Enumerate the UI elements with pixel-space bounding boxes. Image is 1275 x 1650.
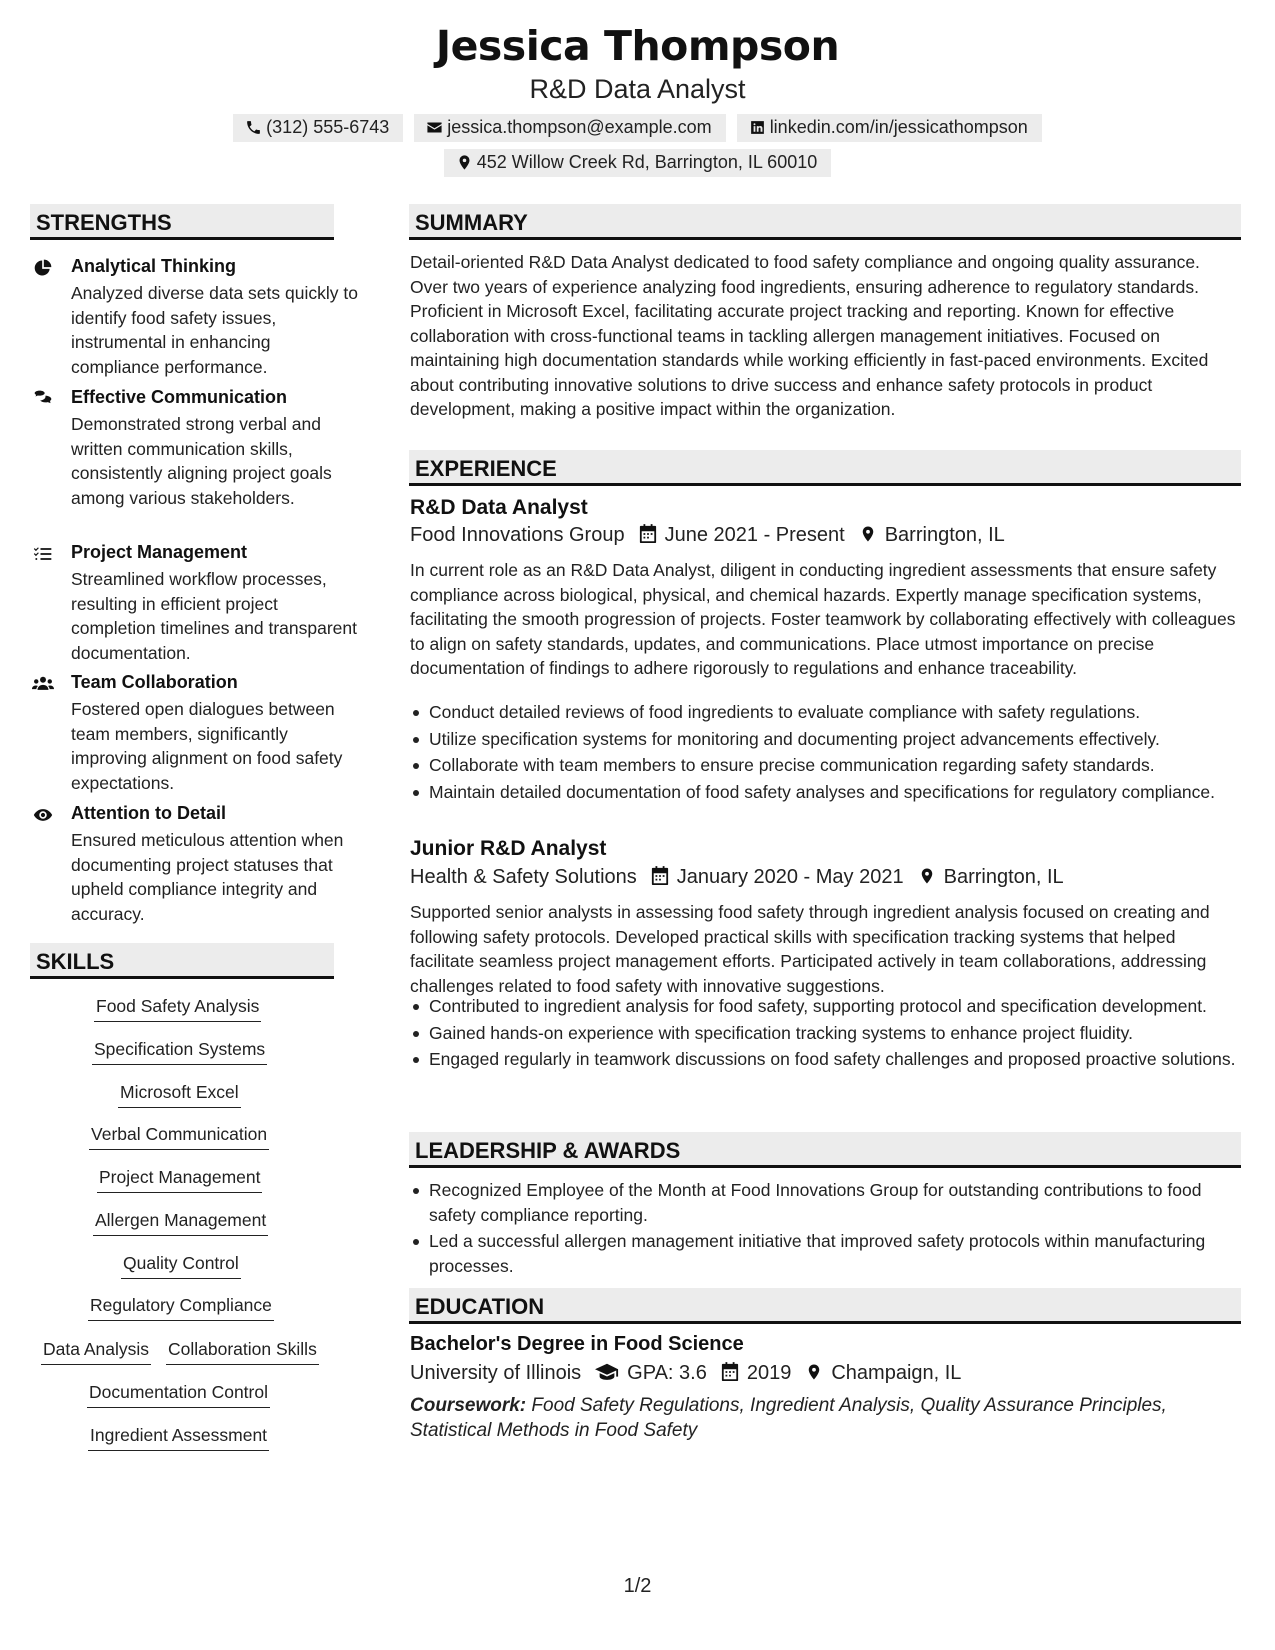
candidate-title: R&D Data Analyst <box>529 74 746 104</box>
email-chip[interactable] <box>414 114 725 142</box>
map-pin-icon <box>859 524 877 544</box>
phone-icon <box>245 119 262 136</box>
education-meta <box>410 1362 961 1385</box>
skill-tag: Documentation Control <box>87 1382 270 1408</box>
strength-desc: Demonstrated strong verbal and written communication skills, consistently aligning project goals among various stakeholders. <box>71 414 332 508</box>
summary-heading: SUMMARY <box>409 204 1241 240</box>
calendar-icon <box>721 1362 739 1382</box>
skill-tag: Specification Systems <box>92 1039 267 1065</box>
phone-text: (312) 555-6743 <box>266 117 390 137</box>
skills-heading: SKILLS <box>30 943 334 979</box>
map-pin-icon <box>805 1362 823 1382</box>
job-title: Junior R&D Analyst <box>410 837 607 860</box>
school-name: University of Illinois <box>410 1362 582 1384</box>
school-location: Champaign, IL <box>831 1362 962 1384</box>
address-text: 452 Willow Creek Rd, Barrington, IL 60010 <box>476 152 818 172</box>
job-meta <box>410 524 1005 547</box>
job-bullets <box>410 700 1240 806</box>
strength-desc: Ensured meticulous attention when documenting project statuses that upheld compliance integrity and accuracy. <box>71 830 344 924</box>
phone-chip[interactable] <box>233 114 403 142</box>
list-item: Recognized Employee of the Month at Food Innovations Group for outstanding contributions to food safety compliance reporting. <box>410 1178 1240 1227</box>
eye-icon <box>32 805 56 825</box>
linkedin-chip[interactable] <box>737 114 1042 142</box>
skill-tag: Ingredient Assessment <box>88 1425 269 1451</box>
skill-tag: Allergen Management <box>93 1210 268 1236</box>
email-text: jessica.thompson@example.com <box>447 117 712 137</box>
job-dates: June 2021 - Present <box>664 524 845 546</box>
graduation-year: 2019 <box>746 1362 792 1384</box>
list-item: Collaborate with team members to ensure precise communication regarding safety standards. <box>410 753 1240 778</box>
list-item: Contributed to ingredient analysis for food safety, supporting protocol and specification development. <box>410 994 1240 1019</box>
page-number: 1/2 <box>623 1575 652 1597</box>
list-item: Engaged regularly in teamwork discussions on food safety challenges and proposed proactive solutions. <box>410 1047 1240 1072</box>
skill-tag: Microsoft Excel <box>118 1082 241 1108</box>
contact-row <box>0 114 1275 142</box>
job-description: In current role as an R&D Data Analyst, diligent in conducting ingredient assessments that ensure safety compliance across biological, physical, and chemical hazards. Expertly manage specification systems, facilitating the smooth progression of projects. Foster teamwork by collaborating effectively with colleagues to align on safety standards, updates, and communications. Place utmost importance on precise documentation of findings to adhere rigorously to regulations and enhance traceability. <box>410 560 1236 678</box>
job-title: R&D Data Analyst <box>410 496 588 519</box>
strength-title: Team Collaboration <box>71 672 238 692</box>
job-dates: January 2020 - May 2021 <box>676 866 904 888</box>
job-company: Food Innovations Group <box>410 524 625 546</box>
pie-chart-icon <box>32 258 56 278</box>
coursework-label: Coursework: <box>410 1395 527 1416</box>
summary-text: Detail-oriented R&D Data Analyst dedicated to food safety compliance and ongoing quality assurance. Over two years of experience analyzing food ingredients, ensuring adherence to regulatory standards. Proficient in Microsoft Excel, facilitating accurate project tracking and reporting. Known for effective collaboration with cross-functional teams in tackling allergen management initiatives. Focused on maintaining high documentation standards while working efficiently in fast-paced environments. Excited about contributing innovative solutions to drive success and enhance safety protocols in product development, making a positive impact within the organization. <box>410 252 1209 419</box>
linkedin-text: linkedin.com/in/jessicathompson <box>769 117 1028 137</box>
job-bullets <box>410 994 1240 1074</box>
address-chip <box>444 149 832 177</box>
calendar-icon <box>639 524 657 544</box>
strength-title: Effective Communication <box>71 387 288 407</box>
strengths-heading: STRENGTHS <box>30 204 334 240</box>
job-company: Health & Safety Solutions <box>410 866 637 888</box>
leadership-heading: LEADERSHIP & AWARDS <box>409 1132 1241 1168</box>
strength-title: Project Management <box>71 542 248 562</box>
strength-desc: Analyzed diverse data sets quickly to identify food safety issues, instrumental in enhancing compliance performance. <box>71 283 358 377</box>
skill-tag: Food Safety Analysis <box>94 996 261 1022</box>
job-location: Barrington, IL <box>884 524 1005 546</box>
skill-tag: Regulatory Compliance <box>88 1295 274 1321</box>
graduation-cap-icon <box>595 1362 619 1382</box>
skill-tag: Collaboration Skills <box>166 1339 319 1365</box>
linkedin-icon <box>749 119 766 136</box>
strength-title: Attention to Detail <box>71 803 226 823</box>
strength-desc: Fostered open dialogues between team members, significantly improving alignment on food safety expectations. <box>71 699 343 793</box>
education-heading: EDUCATION <box>409 1288 1241 1324</box>
candidate-name: Jessica Thompson <box>435 22 840 70</box>
list-item: Led a successful allergen management initiative that improved safety protocols within manufacturing processes. <box>410 1229 1240 1278</box>
strength-title: Analytical Thinking <box>71 256 237 276</box>
coursework <box>410 1393 1240 1443</box>
address-row <box>0 149 1275 177</box>
comments-icon <box>32 389 56 409</box>
map-pin-icon <box>918 866 936 886</box>
gpa-text: GPA: 3.6 <box>627 1362 707 1384</box>
list-item: Utilize specification systems for monitoring and documenting project advancements effectively. <box>410 727 1240 752</box>
skill-tag: Data Analysis <box>41 1339 151 1365</box>
strength-desc: Streamlined workflow processes, resulting in efficient project completion timelines and transparent documentation. <box>71 569 357 663</box>
list-item: Maintain detailed documentation of food safety analyses and specifications for regulatory compliance. <box>410 780 1240 805</box>
users-icon <box>32 674 56 694</box>
leadership-bullets <box>410 1178 1240 1280</box>
skill-tag: Quality Control <box>121 1253 241 1279</box>
calendar-icon <box>651 866 669 886</box>
map-pin-icon <box>456 154 473 171</box>
job-meta <box>410 866 1064 889</box>
list-item: Conduct detailed reviews of food ingredients to evaluate compliance with safety regulations. <box>410 700 1240 725</box>
degree-title: Bachelor's Degree in Food Science <box>410 1333 744 1355</box>
tasks-icon <box>32 544 56 564</box>
skill-tag: Verbal Communication <box>89 1124 269 1150</box>
envelope-icon <box>426 119 443 136</box>
job-description: Supported senior analysts in assessing food safety through ingredient analysis focused on creating and following safety protocols. Developed practical skills with specification tracking systems that helped facilitate seamless project management efforts. Participated actively in team collaborations, addressing challenges related to food safety with innovative suggestions. <box>410 902 1210 996</box>
job-location: Barrington, IL <box>943 866 1064 888</box>
list-item: Gained hands-on experience with specification tracking systems to enhance project fluidity. <box>410 1021 1240 1046</box>
skill-tag: Project Management <box>97 1167 262 1193</box>
experience-heading: EXPERIENCE <box>409 450 1241 486</box>
coursework-list: Food Safety Regulations, Ingredient Analysis, Quality Assurance Principles, Statistical Methods in Food Safety <box>410 1395 1167 1441</box>
